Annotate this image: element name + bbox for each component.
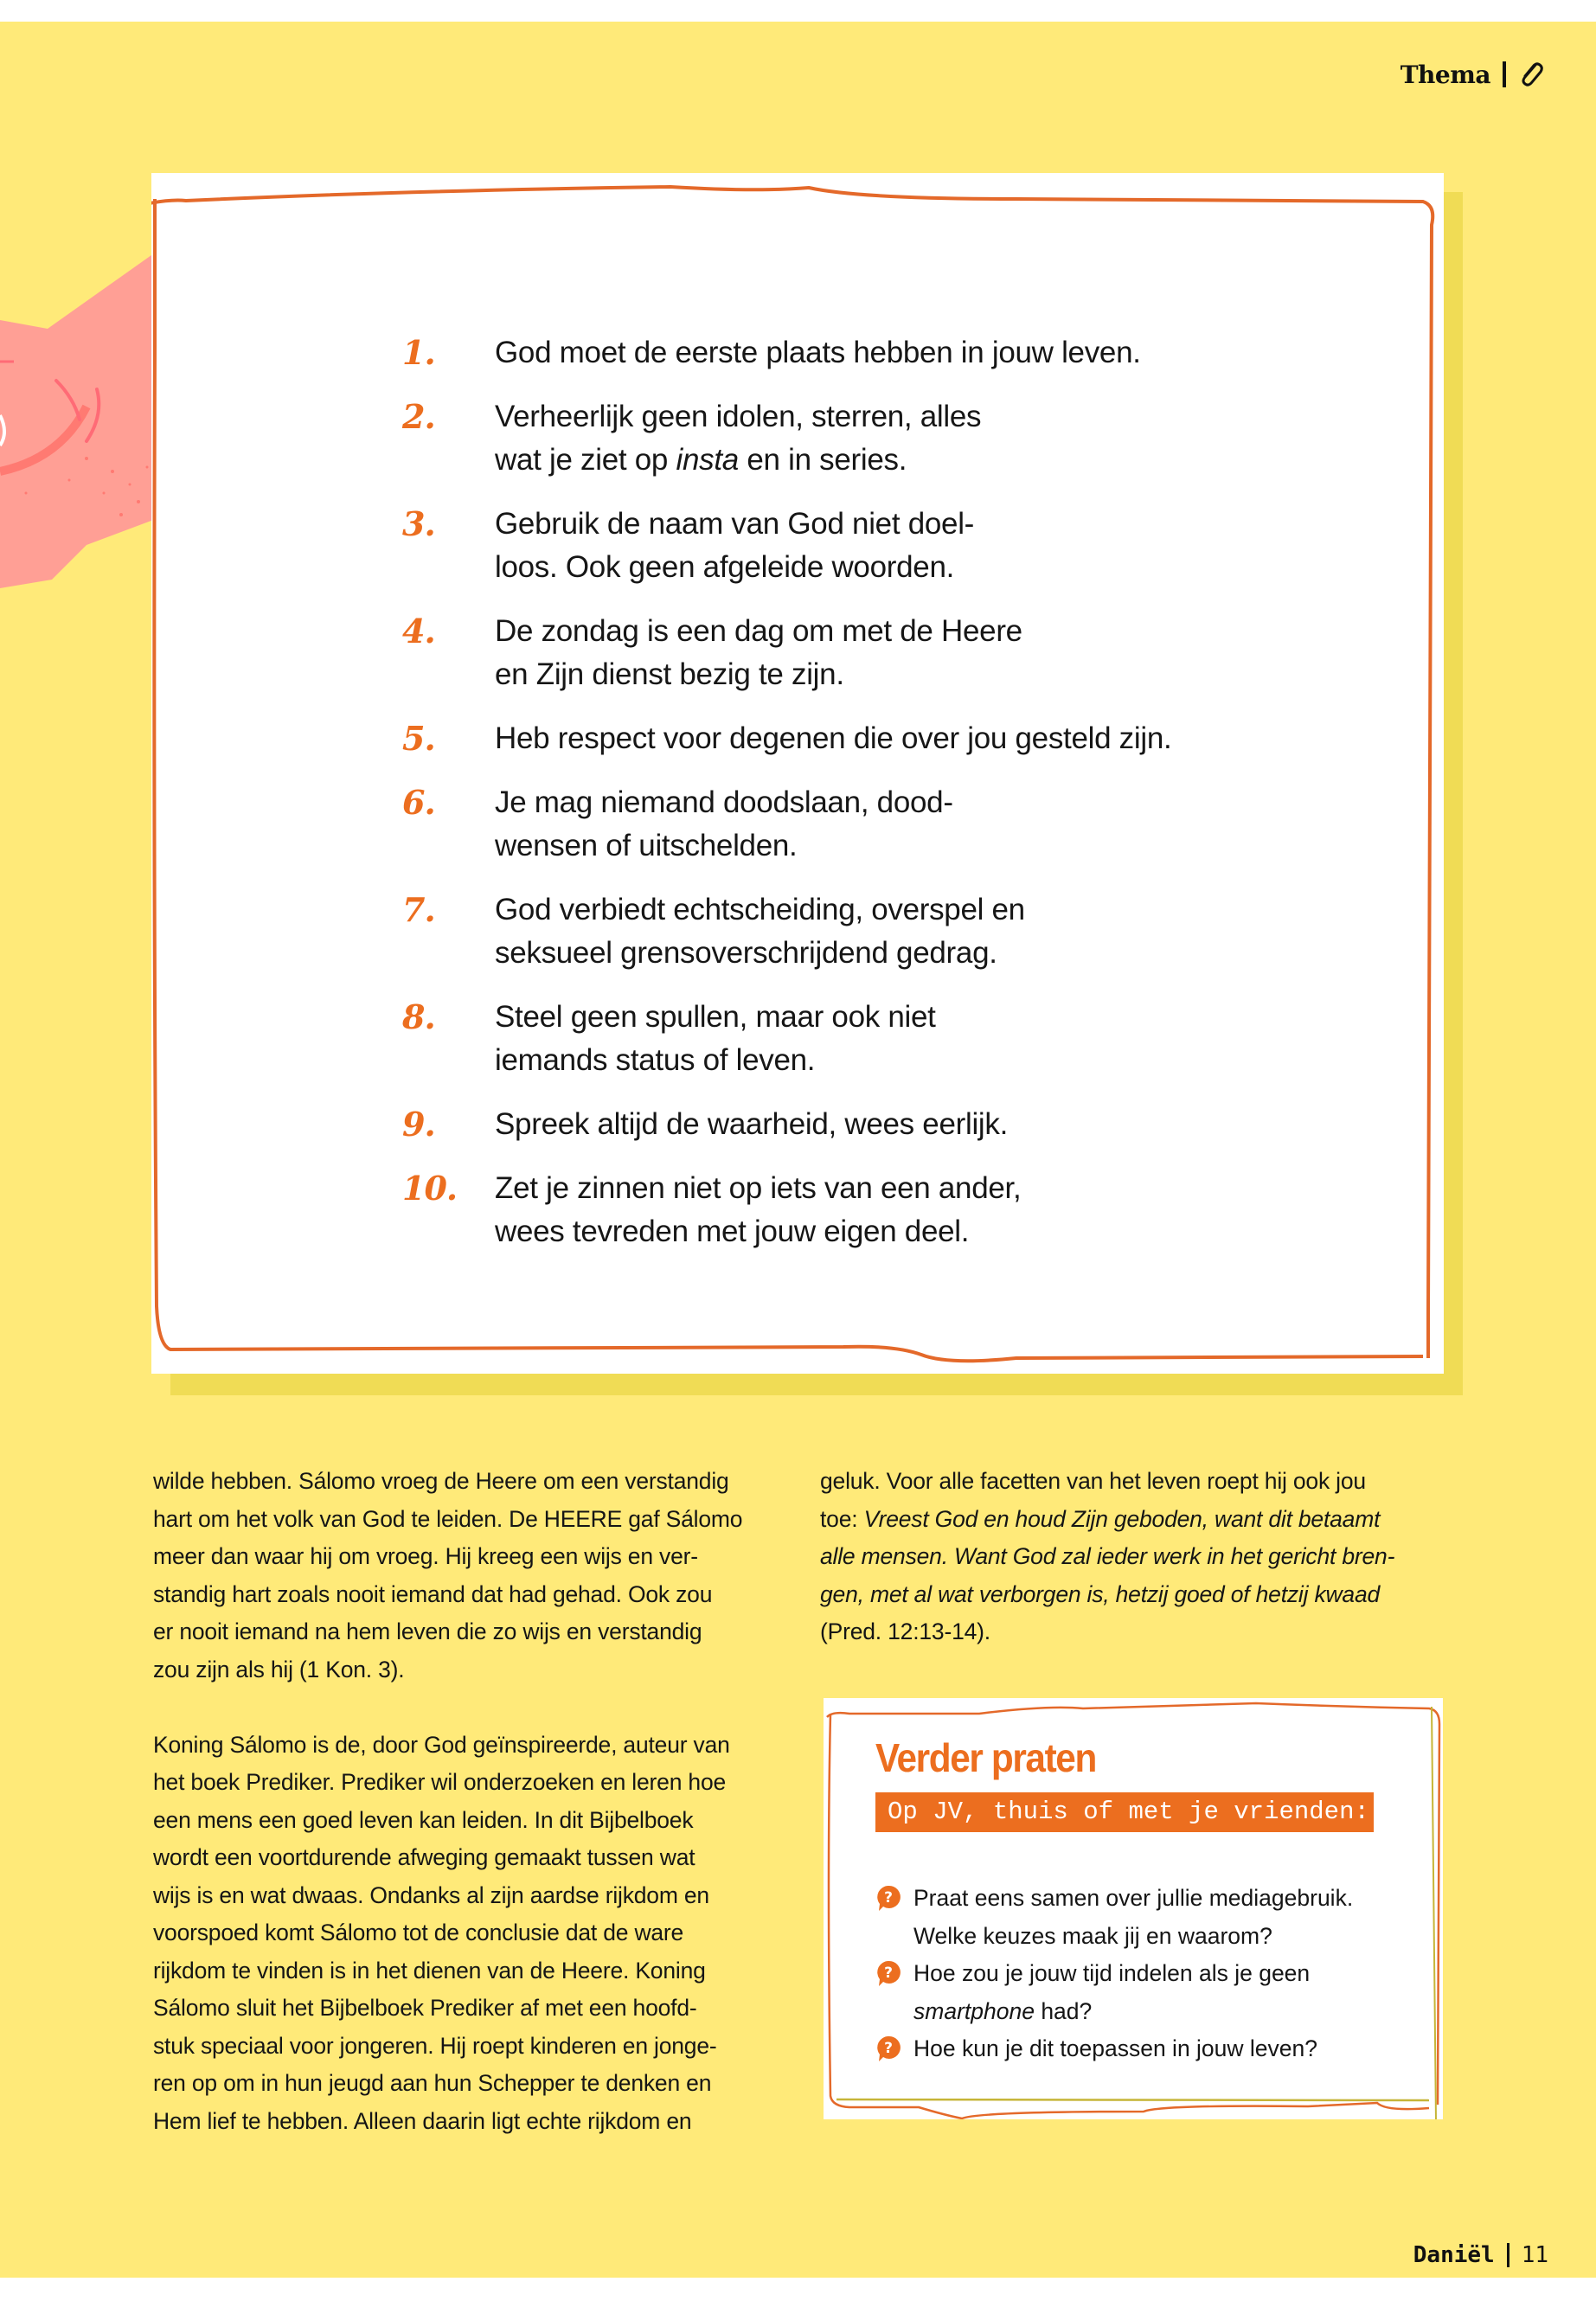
pink-illustration [0,173,156,623]
text-line: Koning Sálomo is de, door God geïnspireerde, auteur van [153,1731,730,1758]
item-text: Steel geen spullen, maar ook niet [495,1000,936,1034]
question-text: Hoe zou je jouw tijd indelen als je geen [913,1960,1311,1986]
item-number: 4. [402,612,435,651]
commandment-item [402,610,1354,696]
question-text: Hoe kun je dit toepassen in jouw leven? [913,2035,1317,2061]
question-item [875,1955,1412,2030]
discussion-questions [875,1880,1412,2068]
text-line [820,1576,1443,1614]
ten-commandments-card [151,173,1444,1374]
item-number: 3. [402,504,435,543]
text-line: standig hart zoals nooit iemand dat had gehad. Ook zou [153,1580,713,1607]
body-column-right [820,1463,1443,1689]
item-text: wees tevreden met jouw eigen deel. [495,1215,970,1248]
item-text: De zondag is een dag om met de Heere [495,614,1022,648]
item-text: wat je ziet op insta en in series. [495,443,907,477]
commandment-item [402,395,1354,482]
item-text: Je mag niemand doodslaan, dood- [495,785,953,819]
item-number: 9. [402,1105,435,1144]
bible-reference: (Pred. 12:13-14). [820,1618,990,1644]
item-text: Verheerlijk geen idolen, sterren, alles [495,400,982,433]
item-number: 1. [402,333,435,372]
commandment-item [402,331,1354,375]
discussion-card [824,1698,1443,2119]
item-number: 6. [402,783,435,822]
question-text: smartphone had? [913,1997,1093,2024]
text-line: hart om het volk van God te leiden. De HEERE gaf Sálomo [153,1505,743,1532]
text-line: stuk speciaal voor jongeren. Hij roept kinderen en jonge- [153,2032,717,2059]
body-paragraph [153,1727,785,2141]
item-text: en Zijn dienst bezig te zijn. [495,657,844,691]
text-line: wordt een voortdurende afweging gemaakt tussen wat [153,1844,695,1870]
commandment-item [402,717,1354,760]
text-line: wilde hebben. Sálomo vroeg de Heere om een verstandig [153,1468,729,1494]
item-text: Zet je zinnen niet op iets van een ander, [495,1171,1022,1205]
text-line: geluk. Voor alle facetten van het leven roept hij ook jou [820,1468,1366,1494]
paperclip-icon [1518,60,1544,89]
question-bubble-icon [875,1884,901,1913]
commandments-list [402,331,1354,1274]
question-text: Praat eens samen over jullie mediagebruik. [913,1885,1354,1911]
section-label: Thema [1400,60,1490,89]
question-bubble-icon [875,1959,901,1989]
text-line [820,1538,1443,1576]
item-text: Gebruik de naam van God niet doel- [495,507,975,541]
magazine-title: Daniël [1413,2242,1495,2268]
text-line: het boek Prediker. Prediker wil onderzoeken en leren hoe [153,1769,727,1795]
bible-quote: Vreest God en houd Zijn geboden, want dit betaamt [863,1505,1381,1532]
question-item [875,1880,1412,1955]
text-line: ren op om in hun jeugd aan hun Schepper te denken en [153,2070,712,2096]
body-column-left [153,1463,785,2178]
item-text: seksueel grensoverschrijdend gedrag. [495,936,997,970]
text-line: voorspoed komt Sálomo tot de conclusie dat de ware [153,1920,684,1945]
item-text: Spreek altijd de waarheid, wees eerlijk. [495,1107,1009,1141]
commandment-item [402,503,1354,589]
item-number: 8. [402,997,435,1036]
body-paragraph [820,1463,1443,1651]
bible-quote: alle mensen. Want God zal ieder werk in het gericht bren- [820,1543,1395,1569]
item-number: 5. [402,719,435,758]
running-head [1401,60,1544,89]
item-text: iemands status of leven. [495,1043,816,1077]
commandment-item [402,781,1354,868]
item-text: wensen of uitschelden. [495,829,798,862]
text-line: er nooit iemand na hem leven die zo wijs en verstandig [153,1618,702,1644]
item-text: God verbiedt echtscheiding, overspel en [495,893,1025,926]
item-text: Heb respect voor degenen die over jou gesteld zijn. [495,721,1172,755]
item-text: God moet de eerste plaats hebben in jouw leven. [495,336,1141,369]
discussion-subtitle: Op JV, thuis of met je vrienden: [875,1792,1374,1832]
commandment-item [402,1103,1354,1146]
bible-quote: gen, met al wat verborgen is, hetzij goed of hetzij kwaad [820,1580,1381,1607]
page-number: 11 [1521,2242,1548,2268]
svg-text:?: ? [884,2039,893,2057]
question-text: Welke keuzes maak jij en waarom? [913,1922,1272,1949]
question-item [875,2030,1412,2068]
text-line: wijs is en wat dwaas. Ondanks al zijn aardse rijkdom en [153,1881,709,1908]
emphasis-insta: insta [676,443,739,477]
text-line: zou zijn als hij (1 Kon. 3). [153,1656,405,1682]
item-number: 7. [402,890,435,929]
page-footer [1413,2242,1548,2268]
commandment-item [402,1167,1354,1253]
text-line: rijkdom te vinden is in het dienen van de Heere. Koning [153,1957,706,1984]
discussion-title: Verder praten [875,1735,1096,1780]
commandment-item [402,888,1354,975]
text-line: Hem lief te hebben. Alleen daarin ligt echte rijkdom en [153,2107,692,2134]
text-line: toe: Vreest God en houd Zijn geboden, want dit betaamt [820,1505,1381,1532]
header-divider [1503,61,1506,87]
emphasis-smartphone: smartphone [913,1997,1035,2024]
item-text: loos. Ook geen afgeleide woorden. [495,550,955,584]
commandment-item [402,996,1354,1082]
text-line: een mens een goed leven kan leiden. In dit Bijbelboek [153,1806,694,1833]
svg-text:?: ? [884,1888,893,1907]
magazine-page [0,22,1596,2278]
item-number: 2. [402,397,435,436]
svg-text:?: ? [884,1964,893,1982]
footer-divider [1507,2243,1509,2267]
body-paragraph [153,1463,785,1689]
text-line: meer dan waar hij om vroeg. Hij kreeg een wijs en ver- [153,1543,698,1569]
text-line: Sálomo sluit het Bijbelboek Prediker af met een hoofd- [153,1995,697,2021]
question-bubble-icon [875,2035,901,2064]
item-number: 10. [402,1169,458,1208]
